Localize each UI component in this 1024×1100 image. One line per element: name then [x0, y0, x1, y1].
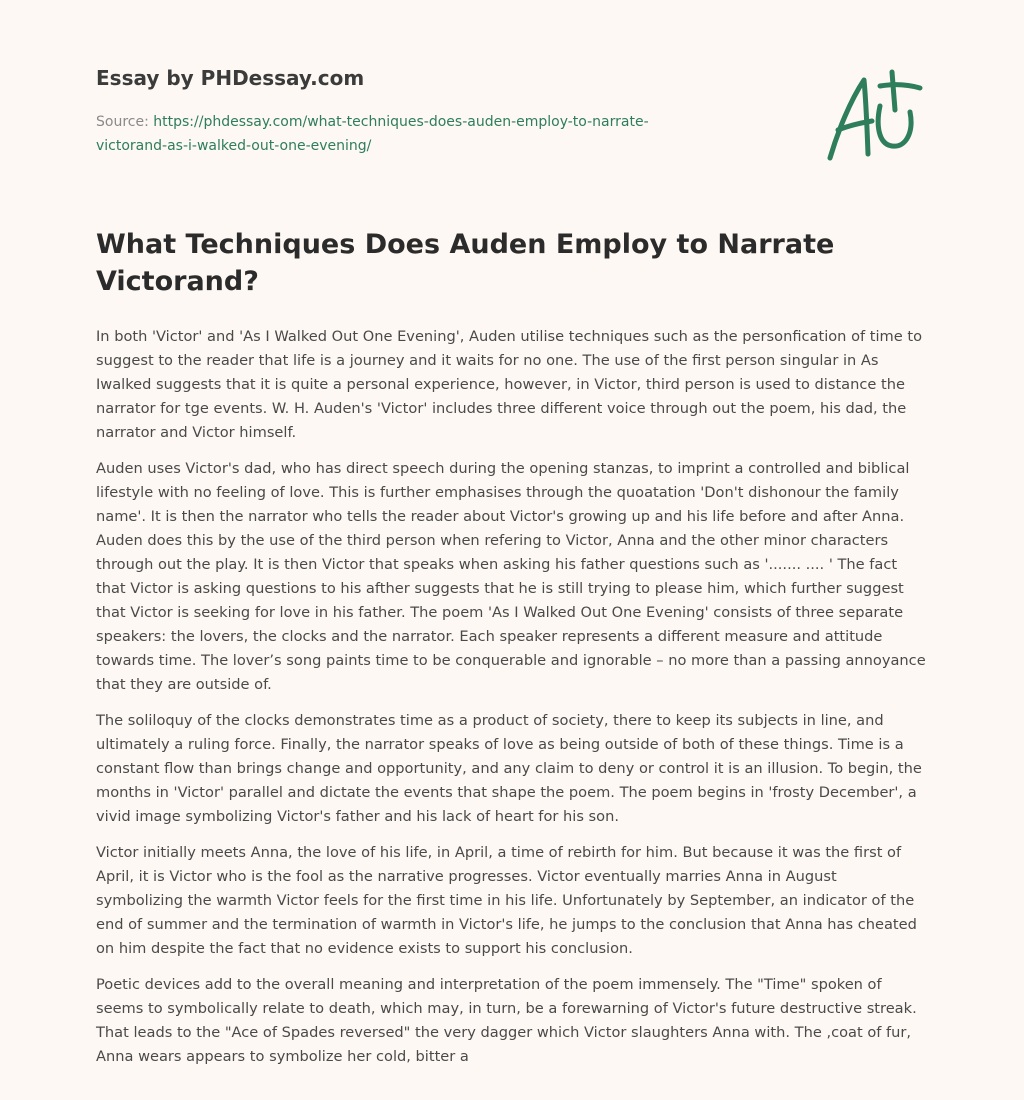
paragraph: Poetic devices add to the overall meaning and interpretation of the poem immensely. The "Time" spoken of seems to symbolically relate to death, which may, in turn, be a forewarning of Victor's future destructive streak. That leads to the "Ace of Spades reversed" the very dagger which Victor slaughters Anna with. The ,coat of fur, Anna wears appears to symbolize her cold, bitter a	[96, 976, 917, 1065]
essay-body	[96, 325, 928, 1081]
paragraph: Auden uses Victor's dad, who has direct speech during the opening stanzas, to imprint a controlled and biblical lifestyle with no feeling of love. This is further emphasises through the quoatation 'Don't dishonour the family name'. It is then the narrator who tells the reader about Victor's growing up and his life before and after Anna. Auden does this by the use of the third person when refering to Victor, Anna and the other minor characters through out the play. It is then Victor that speaks when asking his father questions such as '....... .... ' The fact that Victor is asking questions to his afther suggests that he is still trying to please him, which further suggest that Victor is seeking for love in his father. The poem 'As I Walked Out One Evening' consists of three separate speakers: the lovers, the clocks and the narrator. Each speaker represents a different measure and attitude towards time. The lover’s song paints time to be conquerable and ignorable – no more than a passing annoyance that they are outside of.	[96, 460, 926, 693]
paragraph: Victor initially meets Anna, the love of his life, in April, a time of rebirth for him. But because it was the first of April, it is Victor who is the fool as the narrative progresses. Victor eventually marries Anna in August symbolizing the warmth Victor feels for the first time in his life. Unfortunately by September, an indicator of the end of summer and the termination of warmth in Victor's life, he jumps to the conclusion that Anna has cheated on him despite the fact that no evidence exists to support his conclusion.	[96, 844, 917, 957]
source-url-line2: victorand-as-i-walked-out-one-evening/	[96, 138, 372, 154]
paragraph: In both 'Victor' and 'As I Walked Out One Evening', Auden utilise techniques such as the personfication of time to suggest to the reader that life is a journey and it waits for no one. The use of the first person singular in As Iwalked suggests that it is quite a personal experience, however, in Victor, third person is used to distance the narrator for tge events. W. H. Auden's 'Victor' includes three different voice through out the poem, his dad, the narrator and Victor himself.	[96, 328, 923, 441]
source-url-line1: https://phdessay.com/what-techniques-does-auden-employ-to-narrate-	[153, 114, 649, 130]
source-label: Source:	[96, 114, 149, 130]
source-line	[96, 110, 736, 158]
a-plus-logo-icon	[820, 66, 930, 166]
site-brand: Essay by PHDessay.com	[96, 66, 365, 90]
source-link[interactable]	[96, 114, 649, 154]
page-title: What Techniques Does Auden Employ to Narrate Victorand?	[96, 229, 835, 297]
paragraph: The soliloquy of the clocks demonstrates time as a product of society, there to keep its subjects in line, and ultimately a ruling force. Finally, the narrator speaks of love as being outside of both of these things. Time is a constant flow than brings change and opportunity, and any claim to deny or control it is an illusion. To begin, the months in 'Victor' parallel and dictate the events that shape the poem. The poem begins in 'frosty December', a vivid image symbolizing Victor's father and his lack of heart for his son.	[96, 712, 922, 825]
